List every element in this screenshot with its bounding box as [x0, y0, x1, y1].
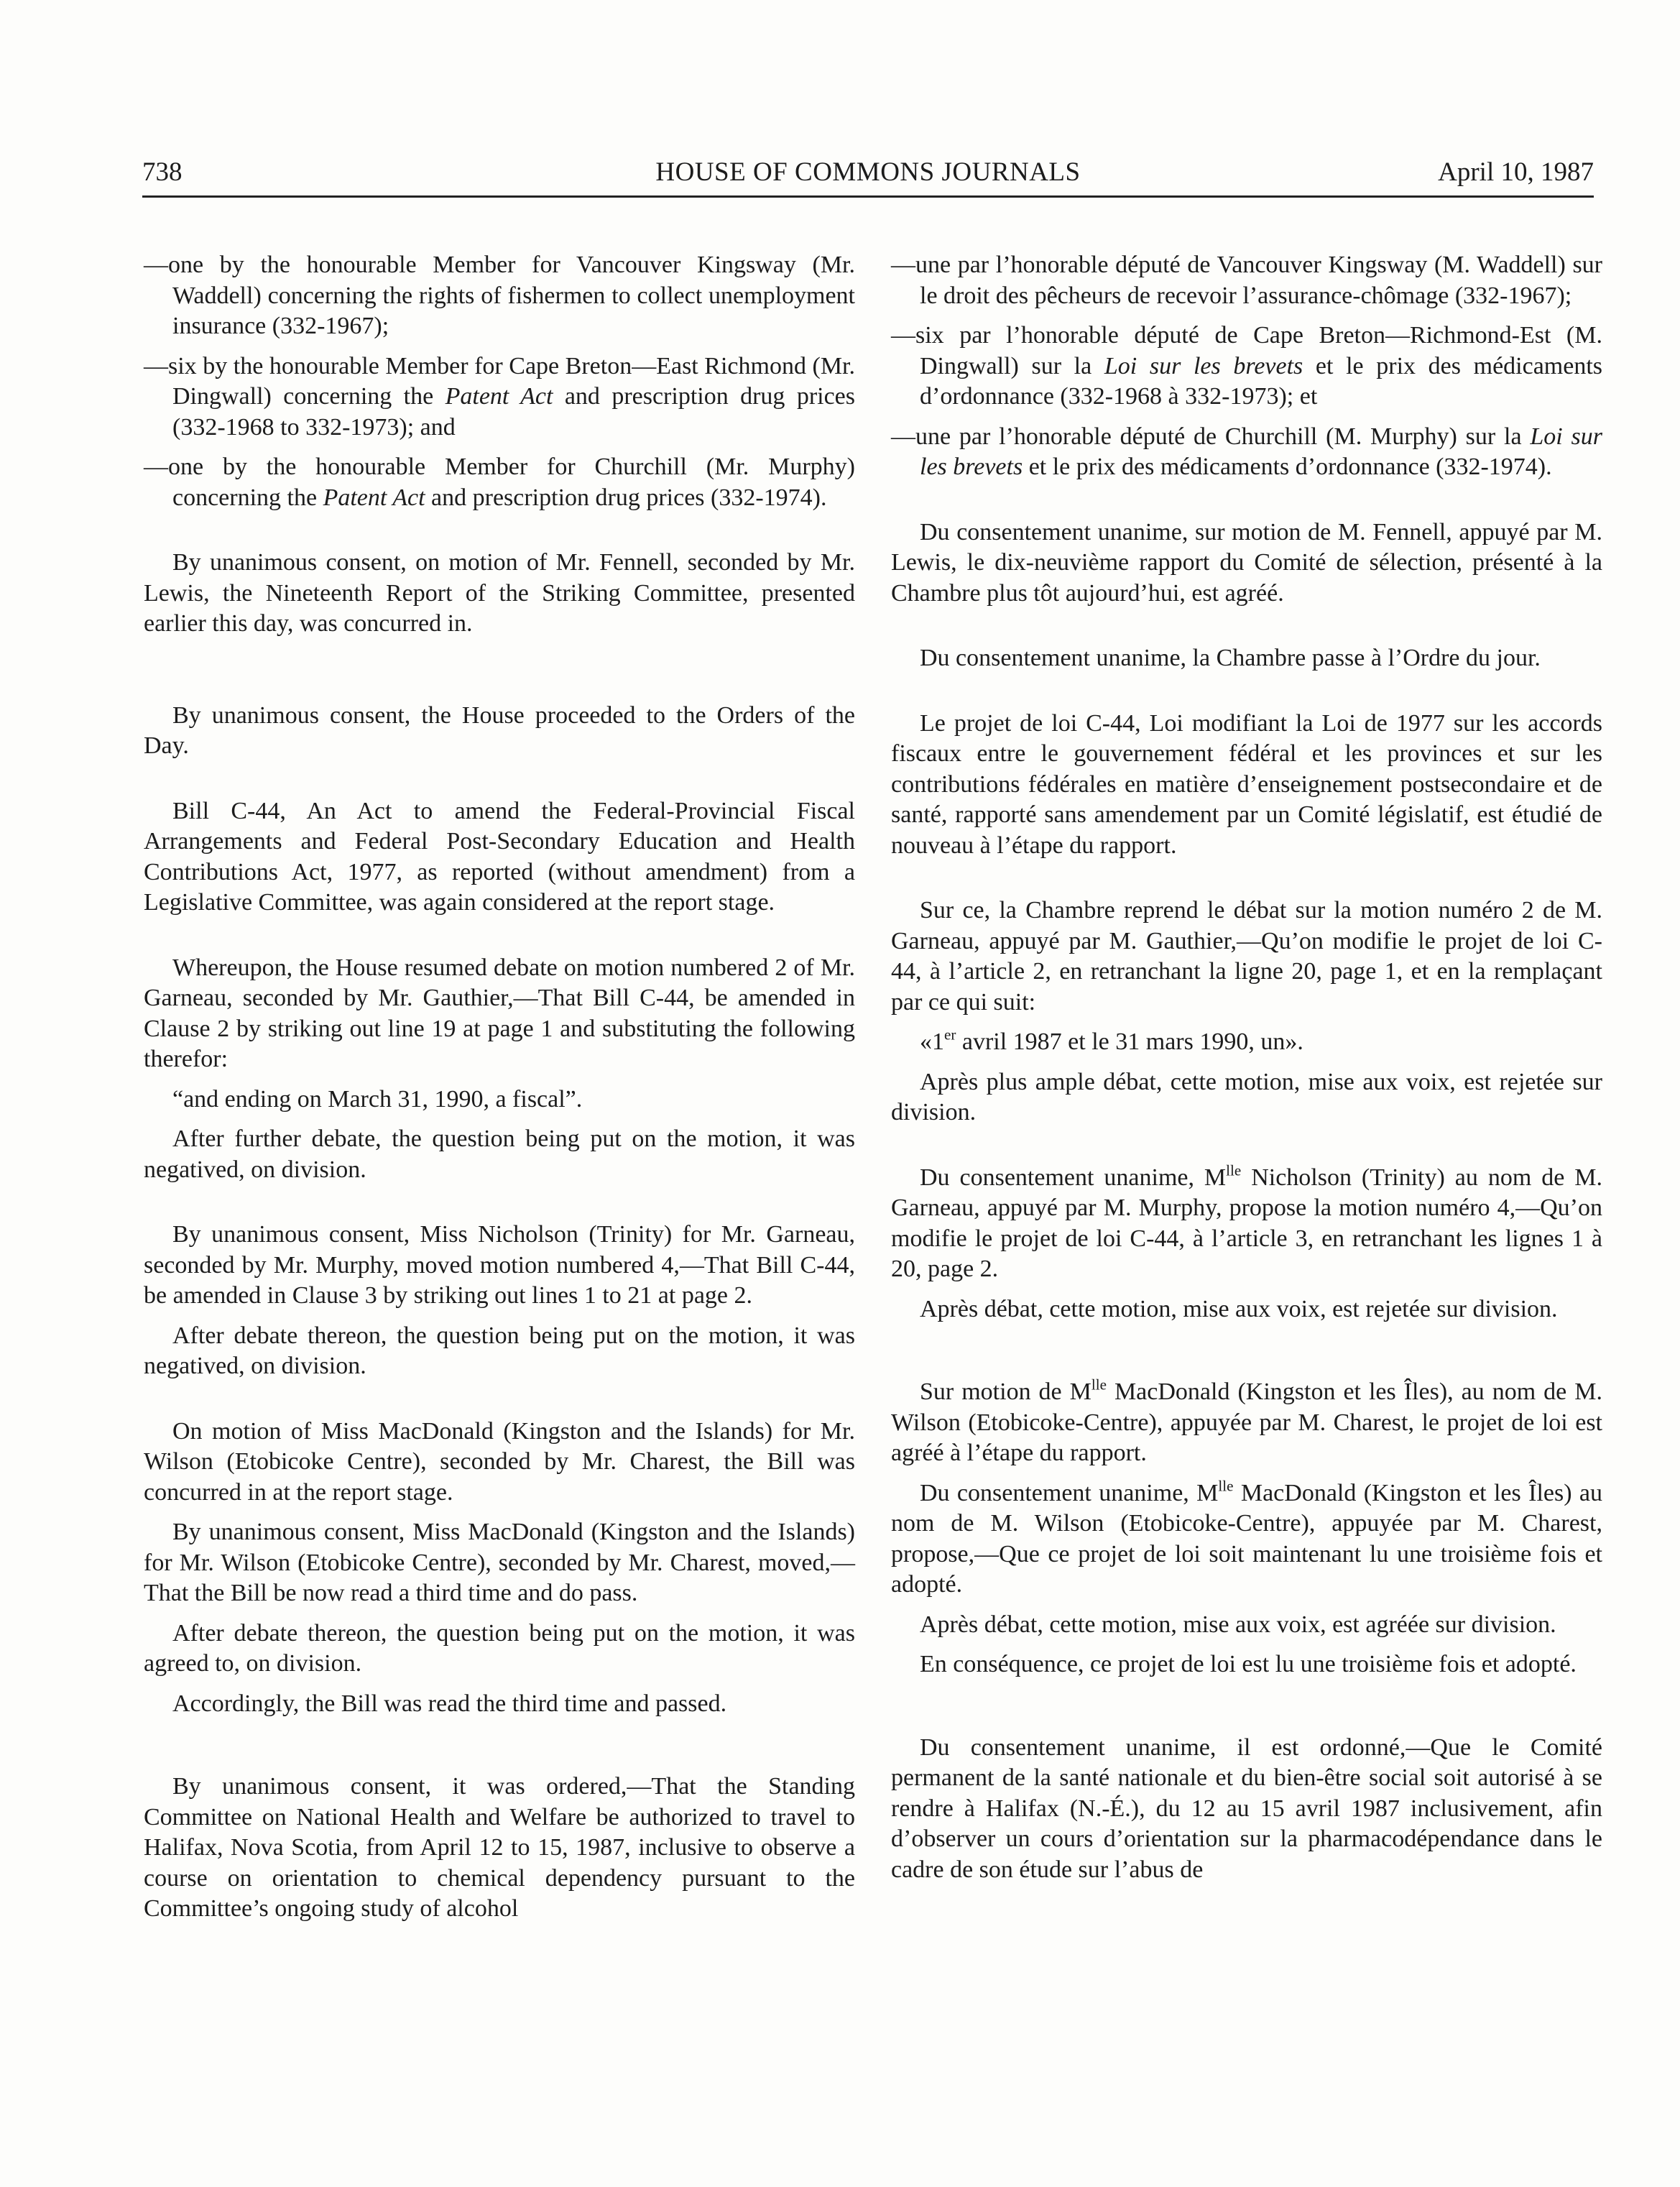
- journal-date: April 10, 1987: [1438, 157, 1594, 187]
- page-header: [142, 155, 1594, 198]
- paragraph: Après plus ample débat, cette motion, mise aux voix, est rejetée sur division.: [891, 1068, 1602, 1125]
- paragraph: Du consentement unanime, $M^{lle}$ MacDonald (Kingston et les Îles) au nom de M. Wilson (Etobicoke-Centre), appuyée par M. Charest, propose,—Que ce projet de loi soit maintenant lu une troisième fois et adopté.: [891, 1476, 1602, 1598]
- paragraph: Après débat, cette motion, mise aux voix, est agréée sur division.: [920, 1611, 1556, 1638]
- paragraph: Sur ce, la Chambre reprend le débat sur la motion numéro 2 de M. Garneau, appuyé par M. Gauthier,—Qu’on modifie le projet de loi C-44, à l’article 2, en retranchant la ligne 20, page 1, et en la remplaçant par ce qui suit:: [891, 897, 1602, 1016]
- paragraph: Du consentement unanime, sur motion de M. Fennell, appuyé par M. Lewis, le dix-neuvième rapport du Comité de sélection, présenté à la Chambre plus tôt aujourd’hui, est agréé.: [891, 518, 1602, 607]
- paragraph: On motion of Miss MacDonald (Kingston and the Islands) for Mr. Wilson (Etobicoke Centre), seconded by Mr. Charest, the Bill was concurred in at the report stage.: [144, 1417, 855, 1506]
- paragraph: Sur motion de $M^{lle}$ MacDonald (Kingston et les Îles), au nom de M. Wilson (Etobicoke-Centre), appuyée par M. Charest, le projet de loi est agréé à l’étape du rapport.: [891, 1376, 1602, 1466]
- petition-item: —one by the honourable Member for Vancouver Kingsway (Mr. Waddell) concerning the rights of fishermen to collect unemployment insurance (332-1967);: [144, 252, 855, 339]
- paragraph: By unanimous consent, Miss MacDonald (Kingston and the Islands) for Mr. Wilson (Etobicoke Centre), seconded by Mr. Charest, moved,—That the Bill be now read a third time and do pass.: [144, 1519, 855, 1606]
- paragraph: Après débat, cette motion, mise aux voix, est rejetée sur division.: [920, 1295, 1558, 1322]
- french-column: [891, 250, 1602, 1894]
- petition-item: —une par l’honorable député de Vancouver Kingsway (M. Waddell) sur le droit des pêcheurs de recevoir l’assurance-chômage (332-1967);: [891, 252, 1602, 309]
- paragraph: After debate thereon, the question being put on the motion, it was negatived, on division.: [144, 1322, 855, 1379]
- english-column: [144, 250, 855, 1934]
- petition-item: —six par l’honorable député de Cape Breton—Richmond-Est (M. Dingwall) sur la Loi sur les brevets et le prix des médicaments d’ordonnance (332-1968 à 332-1973); et: [891, 322, 1603, 410]
- petition-item: —une par l’honorable député de Churchill (M. Murphy) sur la Loi sur les brevets et le prix des médicaments d’ordonnance (332-1974).: [891, 423, 1602, 480]
- paragraph: En conséquence, ce projet de loi est lu une troisième fois et adopté.: [920, 1651, 1577, 1677]
- paragraph: Du consentement unanime, la Chambre passe à l’Ordre du jour.: [920, 645, 1541, 671]
- paragraph: Whereupon, the House resumed debate on motion numbered 2 of Mr. Garneau, seconded by Mr. Gauthier,—That Bill C-44, be amended in Clause 2 by striking out line 19 at page 1 and substituting the following therefor:: [144, 954, 855, 1072]
- paragraph: By unanimous consent, on motion of Mr. Fennell, seconded by Mr. Lewis, the Nineteenth Report of the Striking Committee, presented earlier this day, was concurred in.: [144, 549, 855, 637]
- quoted-amendment: “and ending on March 31, 1990, a fiscal”.: [172, 1085, 583, 1113]
- paragraph: By unanimous consent, the House proceeded to the Orders of the Day.: [144, 701, 855, 759]
- paragraph: Bill C-44, An Act to amend the Federal-Provincial Fiscal Arrangements and Federal Post-Secondary Education and Health Contributions Act, 1977, as reported (without amendment) from a Legislative Committee, was again considered at the report stage.: [144, 797, 855, 916]
- petition-item: —six by the honourable Member for Cape Breton—East Richmond (Mr. Dingwall) concerning the Patent Act and prescription drug prices (332-1968 to 332-1973); and: [144, 352, 855, 441]
- paragraph: After debate thereon, the question being put on the motion, it was agreed to, on division.: [144, 1619, 855, 1677]
- paragraph: After further debate, the question being put on the motion, it was negatived, on division.: [144, 1125, 855, 1183]
- paragraph: Le projet de loi C-44, Loi modifiant la Loi de 1977 sur les accords fiscaux entre le gouvernement fédéral et les provinces et sur les contributions fédérales en matière d’enseignement postsecondaire et de santé, rapporté sans amendement par un Comité législatif, est étudié de nouveau à l’étape du rapport.: [891, 709, 1602, 859]
- page-number: 738: [142, 157, 183, 187]
- paragraph: Du consentement unanime, il est ordonné,—Que le Comité permanent de la santé nationale et du bien-être social soit autorisé à se rendre à Halifax (N.-É.), du 12 au 15 avril 1987 inclusivement, afin d’observer un cours d’orientation sur la pharmacodépendance dans le cadre de son étude sur l’abus de: [891, 1734, 1602, 1883]
- journal-title: HOUSE OF COMMONS JOURNALS: [655, 157, 1081, 187]
- petition-item: —one by the honourable Member for Churchill (Mr. Murphy) concerning the Patent Act and prescription drug prices (332-1974).: [144, 453, 855, 511]
- quoted-amendment: «1er avril 1987 et le 31 mars 1990, un».: [920, 1026, 1303, 1055]
- paragraph: By unanimous consent, it was ordered,—That the Standing Committee on National Health and Welfare be authorized to travel to Halifax, Nova Scotia, from April 12 to 15, 1987, inclusive to observe a course on orientation to chemical dependency pursuant to the Committee’s ongoing study of alcohol: [144, 1773, 855, 1922]
- paragraph: Du consentement unanime, $M^{lle}$ Nicholson (Trinity) au nom de M. Garneau, appuyé par M. Murphy, propose la motion numéro 4,—Qu’on modifie le projet de loi C-44, à l’article 3, en retranchant les lignes 1 à 20, page 2.: [891, 1161, 1602, 1282]
- paragraph: By unanimous consent, Miss Nicholson (Trinity) for Mr. Garneau, seconded by Mr. Murphy, moved motion numbered 4,—That Bill C-44, be amended in Clause 3 by striking out lines 1 to 21 at page 2.: [144, 1221, 855, 1309]
- paragraph: Accordingly, the Bill was read the third time and passed.: [172, 1690, 727, 1717]
